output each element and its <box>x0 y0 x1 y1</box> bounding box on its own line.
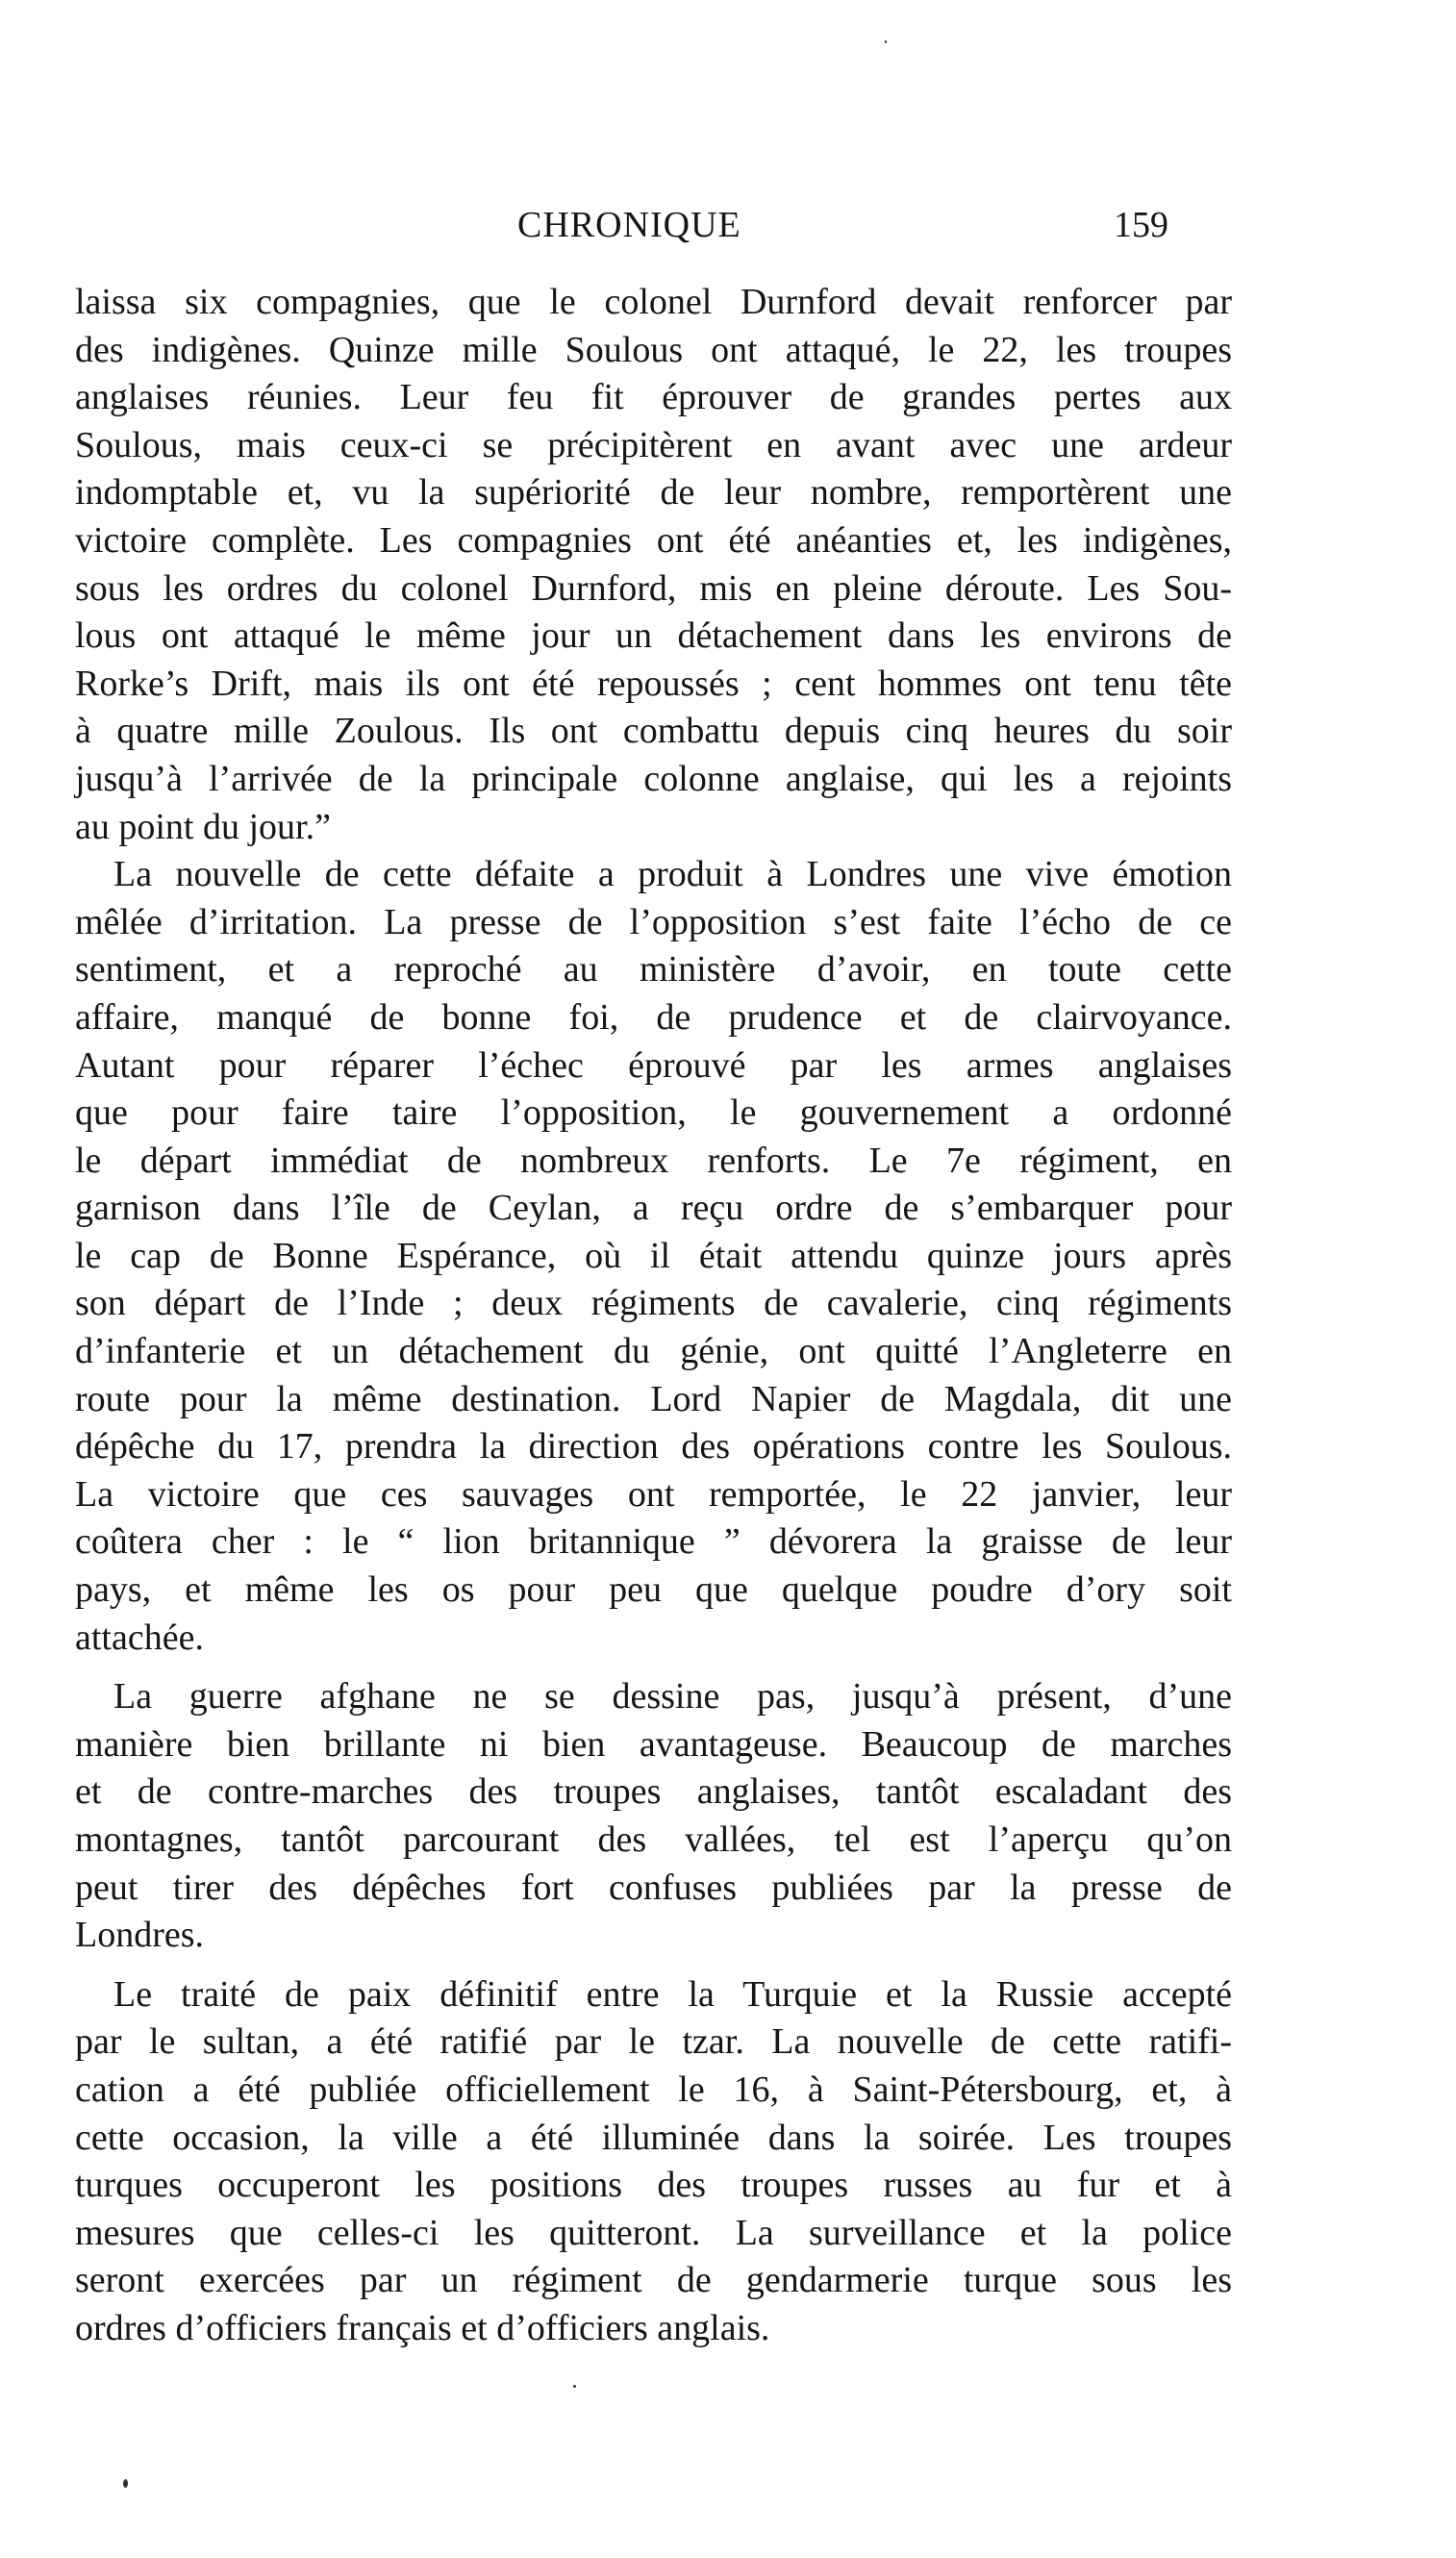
text-line: lous ont attaqué le même jour un détachement dans les environs de <box>75 615 1232 657</box>
text-line: le départ immédiat de nombreux renforts. Le 7e régiment, en <box>75 1140 1232 1181</box>
paragraph <box>75 1971 1232 2353</box>
text-line: La nouvelle de cette défaite a produit à Londres une vive émotion <box>113 854 1232 895</box>
text-line: manière bien brillante ni bien avantageuse. Beaucoup de marches <box>75 1723 1232 1765</box>
text-line: sous les ordres du colonel Durnford, mis en pleine déroute. Les Sou- <box>75 567 1232 609</box>
text-line: mesures que celles-ci les quitteront. La surveillance et la police <box>75 2212 1232 2253</box>
text-line: garnison dans l’île de Ceylan, a reçu ordre de s’embarquer pour <box>75 1188 1232 1229</box>
paragraph-gap <box>75 1960 1232 1971</box>
text-line: dépêche du 17, prendra la direction des opérations contre les Soulous. <box>75 1426 1232 1467</box>
text-line: coûtera cher : le “ lion britannique ” dévorera la graisse de leur <box>75 1521 1232 1563</box>
text-line: par le sultan, a été ratifié par le tzar. La nouvelle de cette ratifi- <box>75 2021 1232 2063</box>
text-line: jusqu’à l’arrivée de la principale colonne anglaise, qui les a rejoints <box>75 758 1232 799</box>
text-line: Le traité de paix définitif entre la Turquie et la Russie accepté <box>113 1973 1232 2015</box>
ink-speck <box>123 2479 128 2488</box>
text-line: des indigènes. Quinze mille Soulous ont attaqué, le 22, les troupes <box>75 329 1232 370</box>
text-line: Rorke’s Drift, mais ils ont été repoussés ; cent hommes ont tenu tête <box>75 663 1232 704</box>
text-line: d’infanterie et un détachement du génie, ont quitté l’Angleterre en <box>75 1331 1232 1372</box>
paragraph <box>75 279 1232 851</box>
text-line: Soulous, mais ceux-ci se précipitèrent en avant avec une ardeur <box>75 424 1232 465</box>
text-line: et de contre-marches des troupes anglaises, tantôt escaladant des <box>75 1771 1232 1813</box>
page-number: 159 <box>1114 205 1168 245</box>
ink-speck <box>573 2385 576 2388</box>
text-line: anglaises réunies. Leur feu fit éprouver de grandes pertes aux <box>75 377 1232 418</box>
text-line: ordres d’officiers français et d’officiers anglais. <box>75 2307 770 2348</box>
text-line: peut tirer des dépêches fort confuses publiées par la presse de <box>75 1867 1232 1908</box>
text-line: Autant pour réparer l’échec éprouvé par les armes anglaises <box>75 1044 1232 1086</box>
running-head-title: CHRONIQUE <box>517 205 741 245</box>
text-line: à quatre mille Zoulous. Ils ont combattu depuis cinq heures du soir <box>75 711 1232 752</box>
text-line: sentiment, et a reproché au ministère d’avoir, en toute cette <box>75 949 1232 991</box>
text-line: route pour la même destination. Lord Napier de Magdala, dit une <box>75 1378 1232 1419</box>
running-head <box>75 202 1229 248</box>
text-line: La victoire que ces sauvages ont remportée, le 22 janvier, leur <box>75 1473 1232 1515</box>
text-line: laissa six compagnies, que le colonel Durnford devait renforcer par <box>75 282 1232 322</box>
text-line: attachée. <box>75 1617 204 1658</box>
text-line: cette occasion, la ville a été illuminée dans la soirée. Les troupes <box>75 2117 1232 2158</box>
text-line: mêlée d’irritation. La presse de l’opposition s’est faite l’écho de ce <box>75 901 1232 942</box>
paragraph <box>75 1673 1232 1960</box>
paragraph <box>75 851 1232 1662</box>
text-line: cation a été publiée officiellement le 16, à Saint-Pétersbourg, et, à <box>75 2069 1232 2110</box>
text-line: seront exercées par un régiment de gendarmerie turque sous les <box>75 2260 1232 2301</box>
paragraph-gap <box>75 1662 1232 1673</box>
ink-speck <box>885 40 887 43</box>
body-text <box>75 279 1232 2353</box>
text-line: victoire complète. Les compagnies ont été anéanties et, les indigènes, <box>75 519 1232 561</box>
text-line: que pour faire taire l’opposition, le gouvernement a ordonné <box>75 1092 1232 1134</box>
text-line: indomptable et, vu la supériorité de leur nombre, remportèrent une <box>75 472 1232 514</box>
text-line: le cap de Bonne Espérance, où il était attendu quinze jours après <box>75 1235 1232 1276</box>
text-line: pays, et même les os pour peu que quelque poudre d’ory soit <box>75 1569 1232 1611</box>
text-line: au point du jour.” <box>75 806 331 847</box>
text-line: affaire, manqué de bonne foi, de prudence et de clairvoyance. <box>75 996 1232 1038</box>
text-line: son départ de l’Inde ; deux régiments de cavalerie, cinq régiments <box>75 1283 1232 1324</box>
text-line: Londres. <box>75 1915 205 1956</box>
text-line: montagnes, tantôt parcourant des vallées, tel est l’aperçu qu’on <box>75 1819 1232 1860</box>
text-line: turques occuperont les positions des troupes russes au fur et à <box>75 2165 1232 2206</box>
text-line: La guerre afghane ne se dessine pas, jusqu’à présent, d’une <box>113 1676 1232 1718</box>
